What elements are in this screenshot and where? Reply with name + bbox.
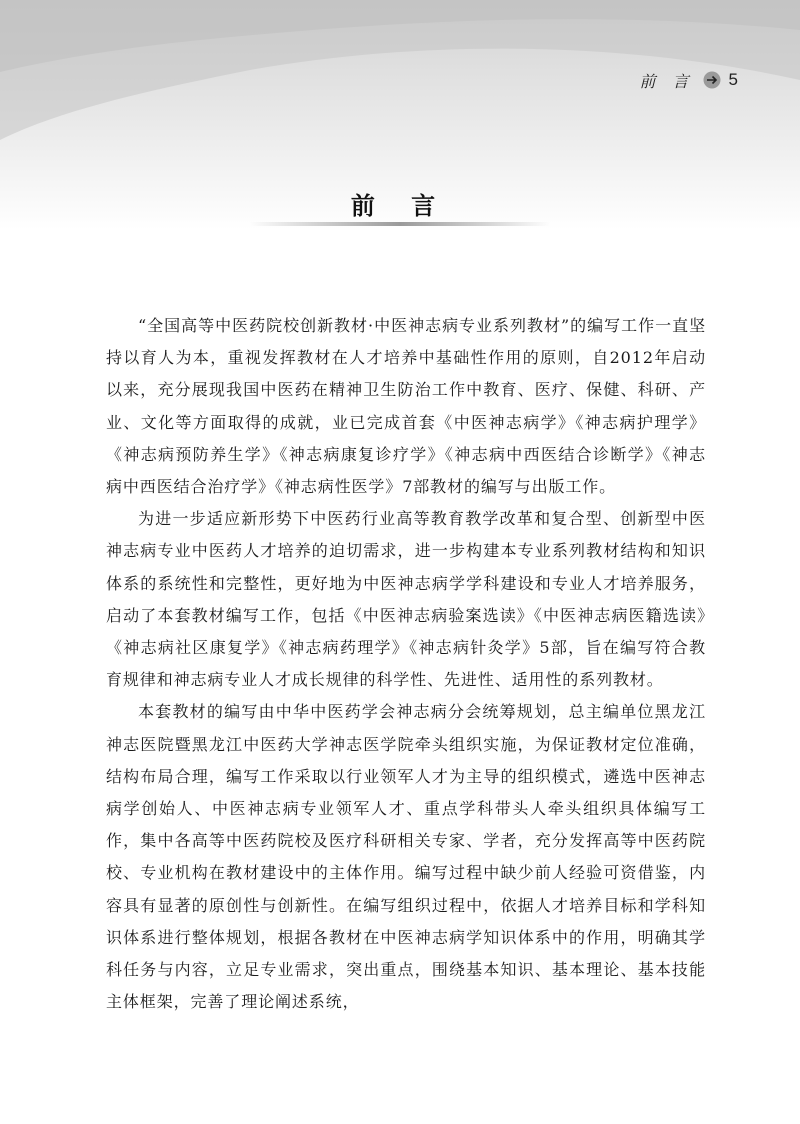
- title-underline: [250, 222, 550, 226]
- running-head-title: 前 言: [639, 71, 695, 91]
- body-text: [106, 310, 706, 1018]
- paragraph: 本套教材的编写由中华中医药学会神志病分会统筹规划，总主编单位黑龙江神志医院暨黑龙江中医药大学神志医学院牵头组织实施，为保证教材定位准确，结构布局合理，编写工作采取以行业领军人才为主导的组织模式，遴选中医神志病学创始人、中医神志病专业领军人才、重点学科带头人牵头组织具体编写工作，集中各高等中医药院校及医疗科研相关专家、学者，充分发挥高等中医药院校、专业机构在教材建设中的主体作用。编写过程中缺少前人经验可资借鉴，内容具有显著的原创性与创新性。在编写组织过程中，依据人才培养目标和学科知识体系进行整体规划，根据各教材在中医神志病学知识体系中的作用，明确其学科任务与内容，立足专业需求，突出重点，围绕基本知识、基本理论、基本技能主体框架，完善了理论阐述系统，: [106, 702, 706, 1012]
- arrow-right-icon: [703, 71, 721, 89]
- running-head: [639, 66, 738, 94]
- header-swoosh: [0, 0, 800, 200]
- page-number: 5: [728, 70, 738, 89]
- page-title: 前 言: [350, 192, 450, 220]
- paragraph: “全国高等中医药院校创新教材·中医神志病专业系列教材”的编写工作一直坚持以育人为本，重视发挥教材在人才培养中基础性作用的原则，自2012年启动以来，充分展现我国中医药在精神卫生防治工作中教育、医疗、保健、科研、产业、文化等方面取得的成就，业已完成首套《中医神志病学》《神志病护理学》《神志病预防养生学》《神志病康复诊疗学》《神志病中西医结合诊断学》《神志病中西医结合治疗学》《神志病性医学》7部教材的编写与出版工作。: [106, 316, 706, 497]
- paragraph: 为进一步适应新形势下中医药行业高等教育教学改革和复合型、创新型中医神志病专业中医药人才培养的迫切需求，进一步构建本专业系列教材结构和知识体系的系统性和完整性，更好地为中医神志病学学科建设和专业人才培养服务，启动了本套教材编写工作，包括《中医神志病验案选读》《中医神志病医籍选读》《神志病社区康复学》《神志病药理学》《神志病针灸学》5部，旨在编写符合教育规律和神志病专业人才成长规律的科学性、先进性、适用性的系列教材。: [106, 509, 706, 690]
